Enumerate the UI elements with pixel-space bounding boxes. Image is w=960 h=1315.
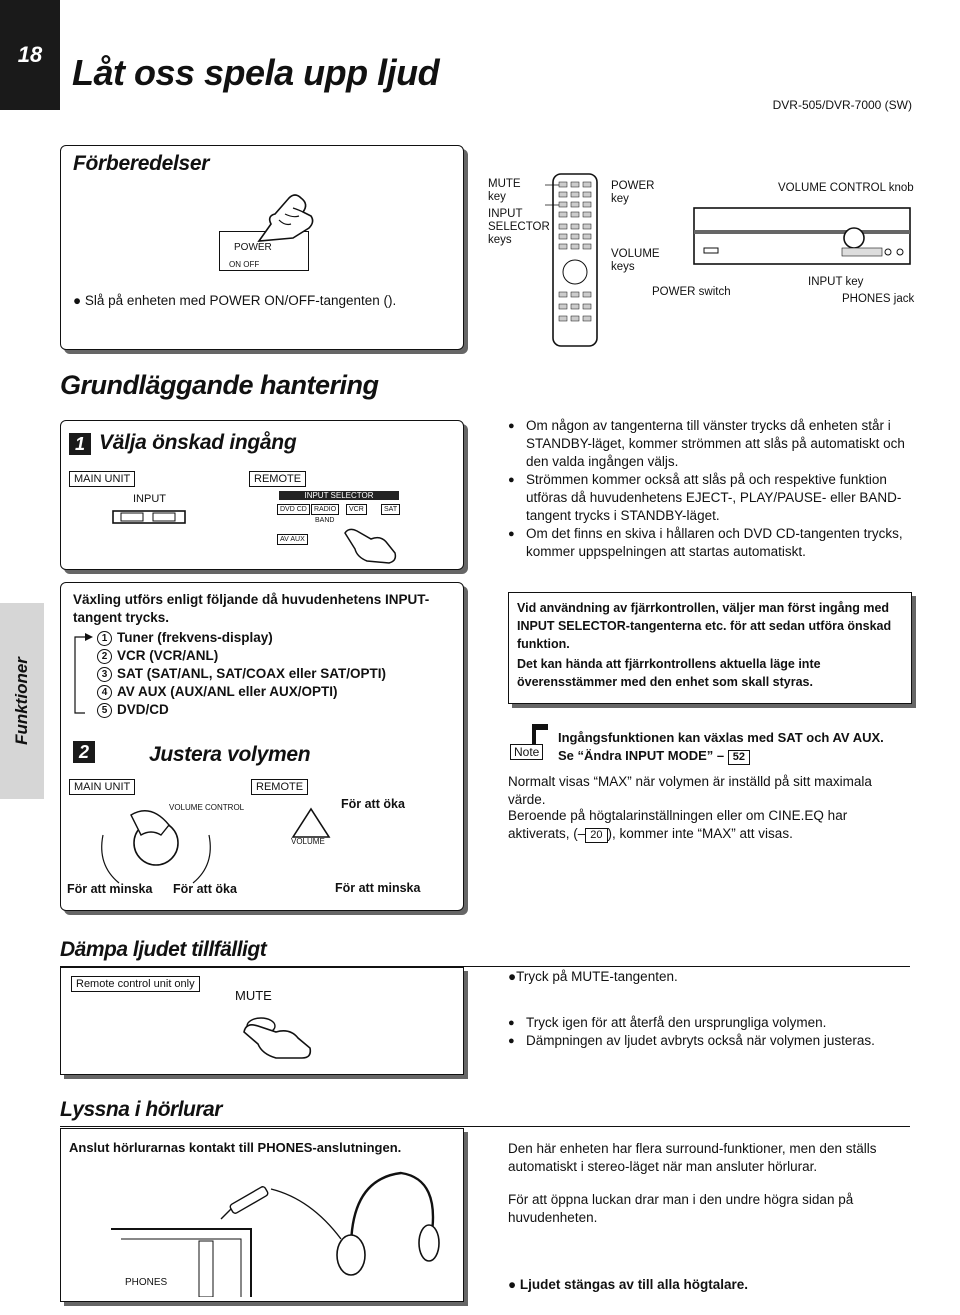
volume-key-illustration — [289, 805, 333, 841]
page-ref: 52 — [728, 750, 750, 765]
list-item: ● Tryck igen för att återfå den ursprungliga volymen. — [508, 1014, 908, 1032]
list-item: 1 Tuner (frekvens-display) — [73, 629, 386, 647]
remote-note-1: Vid användning av fjärrkontrollen, väljer man först ingång med INPUT SELECTOR-tangenterna etc. för att sedan utföra önskad funktion. — [517, 601, 892, 651]
mute-heading: Dämpa ljudet tillfälligt — [60, 938, 267, 961]
phones-bullet: ● Ljudet stängas av till alla högtalare. — [508, 1277, 748, 1292]
volume-knob-illustration — [91, 795, 221, 885]
remote-tag: REMOTE — [251, 779, 308, 795]
pointing-hand-icon — [341, 521, 401, 566]
mute-key-label: MUTE key — [488, 178, 521, 203]
switch-intro: Växling utförs enligt följande då huvudenhetens INPUT-tangent trycks. — [73, 592, 430, 625]
page-number: 18 — [0, 0, 60, 110]
pointing-hand-icon — [236, 1004, 326, 1062]
remote-only-tag: Remote control unit only — [71, 976, 200, 992]
phones-jack-label: PHONES jack — [842, 293, 915, 305]
phones-text-2: För att öppna luckan drar man i den undre högra sidan på huvudenheten. — [508, 1192, 854, 1225]
note-icon: Note — [508, 722, 552, 767]
note-text-1: Normalt visas “MAX” när volymen är inställd på sitt maximala värde. — [508, 774, 872, 807]
step2-number: 2 — [73, 741, 95, 763]
key-sat: SAT — [381, 504, 400, 515]
switch-order-list — [73, 629, 386, 719]
key-av-aux: AV AUX — [277, 534, 308, 545]
phones-text-1: Den här enheten har flera surround-funktioner, men den ställs automatiskt i stereo-läget när man ansluter hörlurar. — [508, 1141, 877, 1174]
list-item: 2 VCR (VCR/ANL) — [73, 647, 386, 665]
mute-step: ●Tryck på MUTE-tangenten. — [508, 969, 678, 984]
page-title: Låt oss spela upp ljud — [72, 52, 440, 93]
volume-control-label: VOLUME CONTROL — [169, 803, 245, 812]
decrease-label-2: För att minska — [335, 881, 421, 895]
power-switch-label: POWER switch — [652, 286, 731, 298]
main-unit-illustration — [692, 200, 917, 270]
step1-notes — [508, 417, 913, 561]
step1-title: Välja önskad ingång — [99, 431, 297, 454]
list-item: ● Dämpningen av ljudet avbryts också när volymen justeras. — [508, 1032, 908, 1050]
main-unit-tag: MAIN UNIT — [69, 779, 135, 795]
band-label: BAND — [315, 517, 335, 524]
on-off-label: ON OFF — [229, 260, 260, 269]
key-vcr: VCR — [346, 504, 367, 515]
note-bold-text: Ingångsfunktionen kan växlas med SAT och AV AUX. Se “Ändra INPUT MODE” – 52 — [558, 730, 884, 763]
volume-keys-label: VOLUME keys — [611, 248, 660, 273]
phones-instruction: Anslut hörlurarnas kontakt till PHONES-anslutningen. — [69, 1140, 402, 1155]
step1-number: 1 — [69, 433, 91, 455]
power-key-label: POWER key — [611, 180, 655, 205]
power-label: POWER — [234, 242, 272, 253]
remote-control-illustration — [545, 172, 605, 350]
input-selector-bar: INPUT SELECTOR — [279, 491, 399, 500]
list-item: ● Strömmen kommer också att slås på och respektive funktion utföras då huvudenhetens EJECT-, PLAY/PAUSE- eller BAND-tangent trycks i STANDBY-läget. — [508, 471, 913, 525]
side-tab: Funktioner — [0, 603, 44, 799]
mute-box — [60, 967, 464, 1075]
main-unit-tag: MAIN UNIT — [69, 471, 135, 487]
model-number: DVR-505/DVR-7000 (SW) — [772, 98, 912, 112]
phones-heading: Lyssna i hörlurar — [60, 1098, 222, 1121]
remote-note-2: Det kan hända att fjärrkontrollens aktuella läge inte överensstämmer med den enhet som skall styras. — [517, 657, 821, 689]
prep-instruction: ● Slå på enheten med POWER ON/OFF-tangenten (). — [73, 293, 397, 308]
key-radio: RADIO — [311, 504, 339, 515]
list-item: 5 DVD/CD — [73, 701, 386, 719]
mute-notes — [508, 1014, 908, 1050]
input-key-label: INPUT key — [808, 276, 864, 288]
increase-label: För att öka — [341, 797, 405, 811]
phones-heading-underline — [60, 1126, 910, 1127]
step1-box — [60, 420, 464, 570]
list-item: ● Om någon av tangenterna till vänster trycks då enheten står i STANDBY-läget, kommer strömmen att slås på automatiskt och den valda ingången väljs. — [508, 417, 913, 471]
phones-jack-label: PHONES — [125, 1277, 168, 1288]
input-button-illustration — [111, 507, 191, 527]
key-dvd-cd: DVD CD — [277, 504, 310, 515]
step2-box — [60, 582, 464, 911]
page-ref: 20 — [585, 828, 607, 843]
phones-box — [60, 1128, 464, 1302]
list-item: 4 AV AUX (AUX/ANL eller AUX/OPTI) — [73, 683, 386, 701]
cycle-arrow-icon — [71, 631, 93, 719]
note-text-2: Beroende på högtalarinställningen eller om CINE.EQ har aktiverats, (– 20 ), kommer inte “MAX” att visas. — [508, 808, 848, 841]
volume-label: VOLUME — [291, 837, 325, 846]
remote-tag: REMOTE — [249, 471, 306, 487]
list-item: 3 SAT (SAT/ANL, SAT/COAX eller SAT/OPTI) — [73, 665, 386, 683]
prep-box — [60, 145, 464, 350]
pointing-hand-icon — [249, 186, 319, 246]
list-item: ● Om det finns en skiva i hållaren och DVD CD-tangenten trycks, kommer uppspelningen att startas automatiskt. — [508, 525, 913, 561]
remote-note-box — [508, 592, 912, 704]
prep-title: Förberedelser — [73, 152, 210, 175]
decrease-label: För att minska — [67, 882, 153, 896]
input-label: INPUT — [133, 493, 166, 505]
volume-control-knob-label: VOLUME CONTROL knob — [778, 182, 914, 194]
mute-key-label: MUTE — [235, 988, 272, 1003]
increase-label-2: För att öka — [173, 882, 237, 896]
step2-title: Justera volymen — [149, 743, 311, 766]
input-selector-keys-label: INPUT SELECTOR keys — [488, 208, 550, 246]
basic-heading: Grundläggande hantering — [60, 370, 379, 400]
